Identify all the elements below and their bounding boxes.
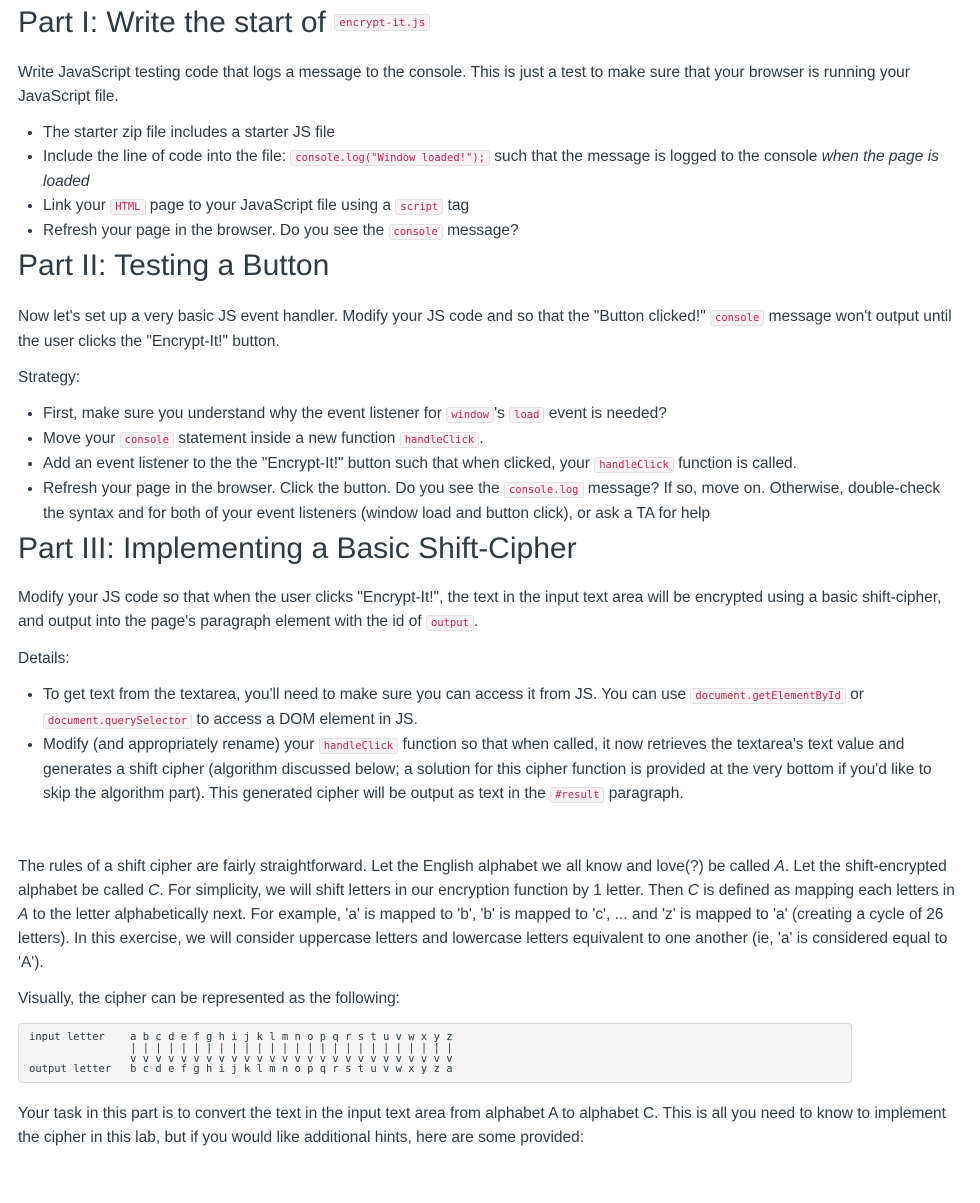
part2-intro: Now let's set up a very basic JS event handler. Modify your JS code and so that the "Button clicked!" console message won't output until the user clicks the "Encrypt-It!" button. — [18, 308, 952, 350]
cipher-code-block: input letter a b c d e f g h i j k l m n o p q r s t u v w x y z | | | | | | | | | | | | | | | | | | | | | | | | | | v v v v v v v v v v v v v v v v v v v v v v v v v v output letter b c d e f g h i j k l m n o p q r s t u v w x y z a — [18, 1023, 852, 1083]
visual-intro: Visually, the cipher can be represented as the following: — [18, 990, 400, 1007]
list-item: • First, make sure you understand why the event listener for window 's load event is needed? — [43, 402, 958, 427]
inline-code: handleClick — [400, 432, 480, 448]
list-item: • Include the line of code into the file: console.log("Window loaded!"); such that the message is logged to the console when the page is loaded — [43, 145, 958, 194]
list-item: • To get text from the textarea, you'll need to make sure you can access it from JS. You can use document.getElementById or document.querySelector to access a DOM element in JS. — [43, 683, 958, 733]
list-item: • Refresh your page in the browser. Do you see the console message? — [43, 219, 958, 244]
list-item: • Move your console statement inside a new function handleClick . — [43, 427, 958, 452]
part1-heading: Part I: Write the start of $^{encrypt-it.js}$ — [18, 5, 958, 41]
list-item: • Add an event listener to the the "Encrypt-It!" button such that when clicked, your handleClick function is called. — [43, 452, 958, 477]
inline-code: load — [509, 407, 544, 423]
part3-intro: Modify your JS code so that when the user clicks "Encrypt-It!", the text in the input text area will be encrypted using a basic shift-cipher, and output into the page's paragraph element with the id of output . — [18, 589, 942, 630]
cipher-rules-paragraph: The rules of a shift cipher are fairly straightforward. Let the English alphabet we all know and love(?) be called A. Let the shift-encrypted alphabet be called C. For simplicity, we will shift letters in our encryption function by 1 letter. Then C is defined as mapping each letters in A to the letter alphabetically next. For example, 'a' is mapped to 'b', 'b' is mapped to 'c', ... and 'z' is mapped to 'a' (creating a cycle of 26 letters). In this exercise, we will consider uppercase letters and lowercase letters equivalent to one another (ie, 'a' is considered equal to 'A'). — [18, 858, 955, 971]
task-paragraph: Your task in this part is to convert the text in the input text area from alphabet A to alphabet C. This is all you need to know to implement the cipher in this lab, but if you would like additional hints, here are some provided: — [18, 1105, 946, 1147]
part2-bullet-list — [18, 402, 958, 526]
inline-code: console — [389, 224, 443, 240]
spacer — [18, 807, 958, 855]
page-content — [0, 5, 978, 1150]
inline-code: console.log — [504, 482, 584, 498]
part1-bullet-list — [18, 121, 958, 244]
part3-details-label: Details: — [18, 650, 70, 667]
inline-code: output — [426, 615, 474, 631]
list-item: • Link your HTML page to your JavaScript file using a script tag — [43, 194, 958, 219]
part1-intro: Write JavaScript testing code that logs a message to the console. This is just a test to make sure that your browser is running your JavaScript file. — [18, 64, 910, 105]
inline-code: handleClick — [594, 457, 674, 473]
inline-code: console — [710, 310, 764, 326]
part2-strategy-label: Strategy: — [18, 369, 81, 386]
part1-heading-code: encrypt-it.js — [334, 14, 430, 31]
inline-code: document.querySelector — [43, 713, 192, 729]
inline-code: console — [120, 432, 174, 448]
list-item: • The starter zip file includes a starter JS file — [43, 121, 958, 145]
inline-code: HTML — [110, 199, 145, 215]
inline-code: handleClick — [319, 738, 399, 754]
list-item: • Modify (and appropriately rename) your handleClick function so that when called, it now retrieves the textarea's text value and generates a shift cipher (algorithm discussed below; a solution for this cipher function is provided at the very bottom if you'd like to skip the algorithm part). This generated cipher will be output as text in the #result paragraph. — [43, 733, 958, 807]
inline-code: console.log("Window loaded!"); — [290, 150, 490, 166]
inline-code: window — [446, 407, 494, 423]
part3-bullet-list — [18, 683, 958, 807]
part2-heading: Part II: Testing a Button — [18, 249, 330, 282]
part3-heading: Part III: Implementing a Basic Shift-Cipher — [18, 532, 577, 565]
emphasis: when the page is loaded — [43, 148, 939, 190]
inline-code: document.getElementById — [690, 688, 845, 704]
list-item: • Refresh your page in the browser. Click the button. Do you see the console.log message? If so, move on. Otherwise, double-check the syntax and for both of your event listeners (window load and button click), or ask a TA for help — [43, 477, 958, 526]
inline-code: #result — [550, 787, 604, 803]
inline-code: script — [395, 199, 443, 215]
